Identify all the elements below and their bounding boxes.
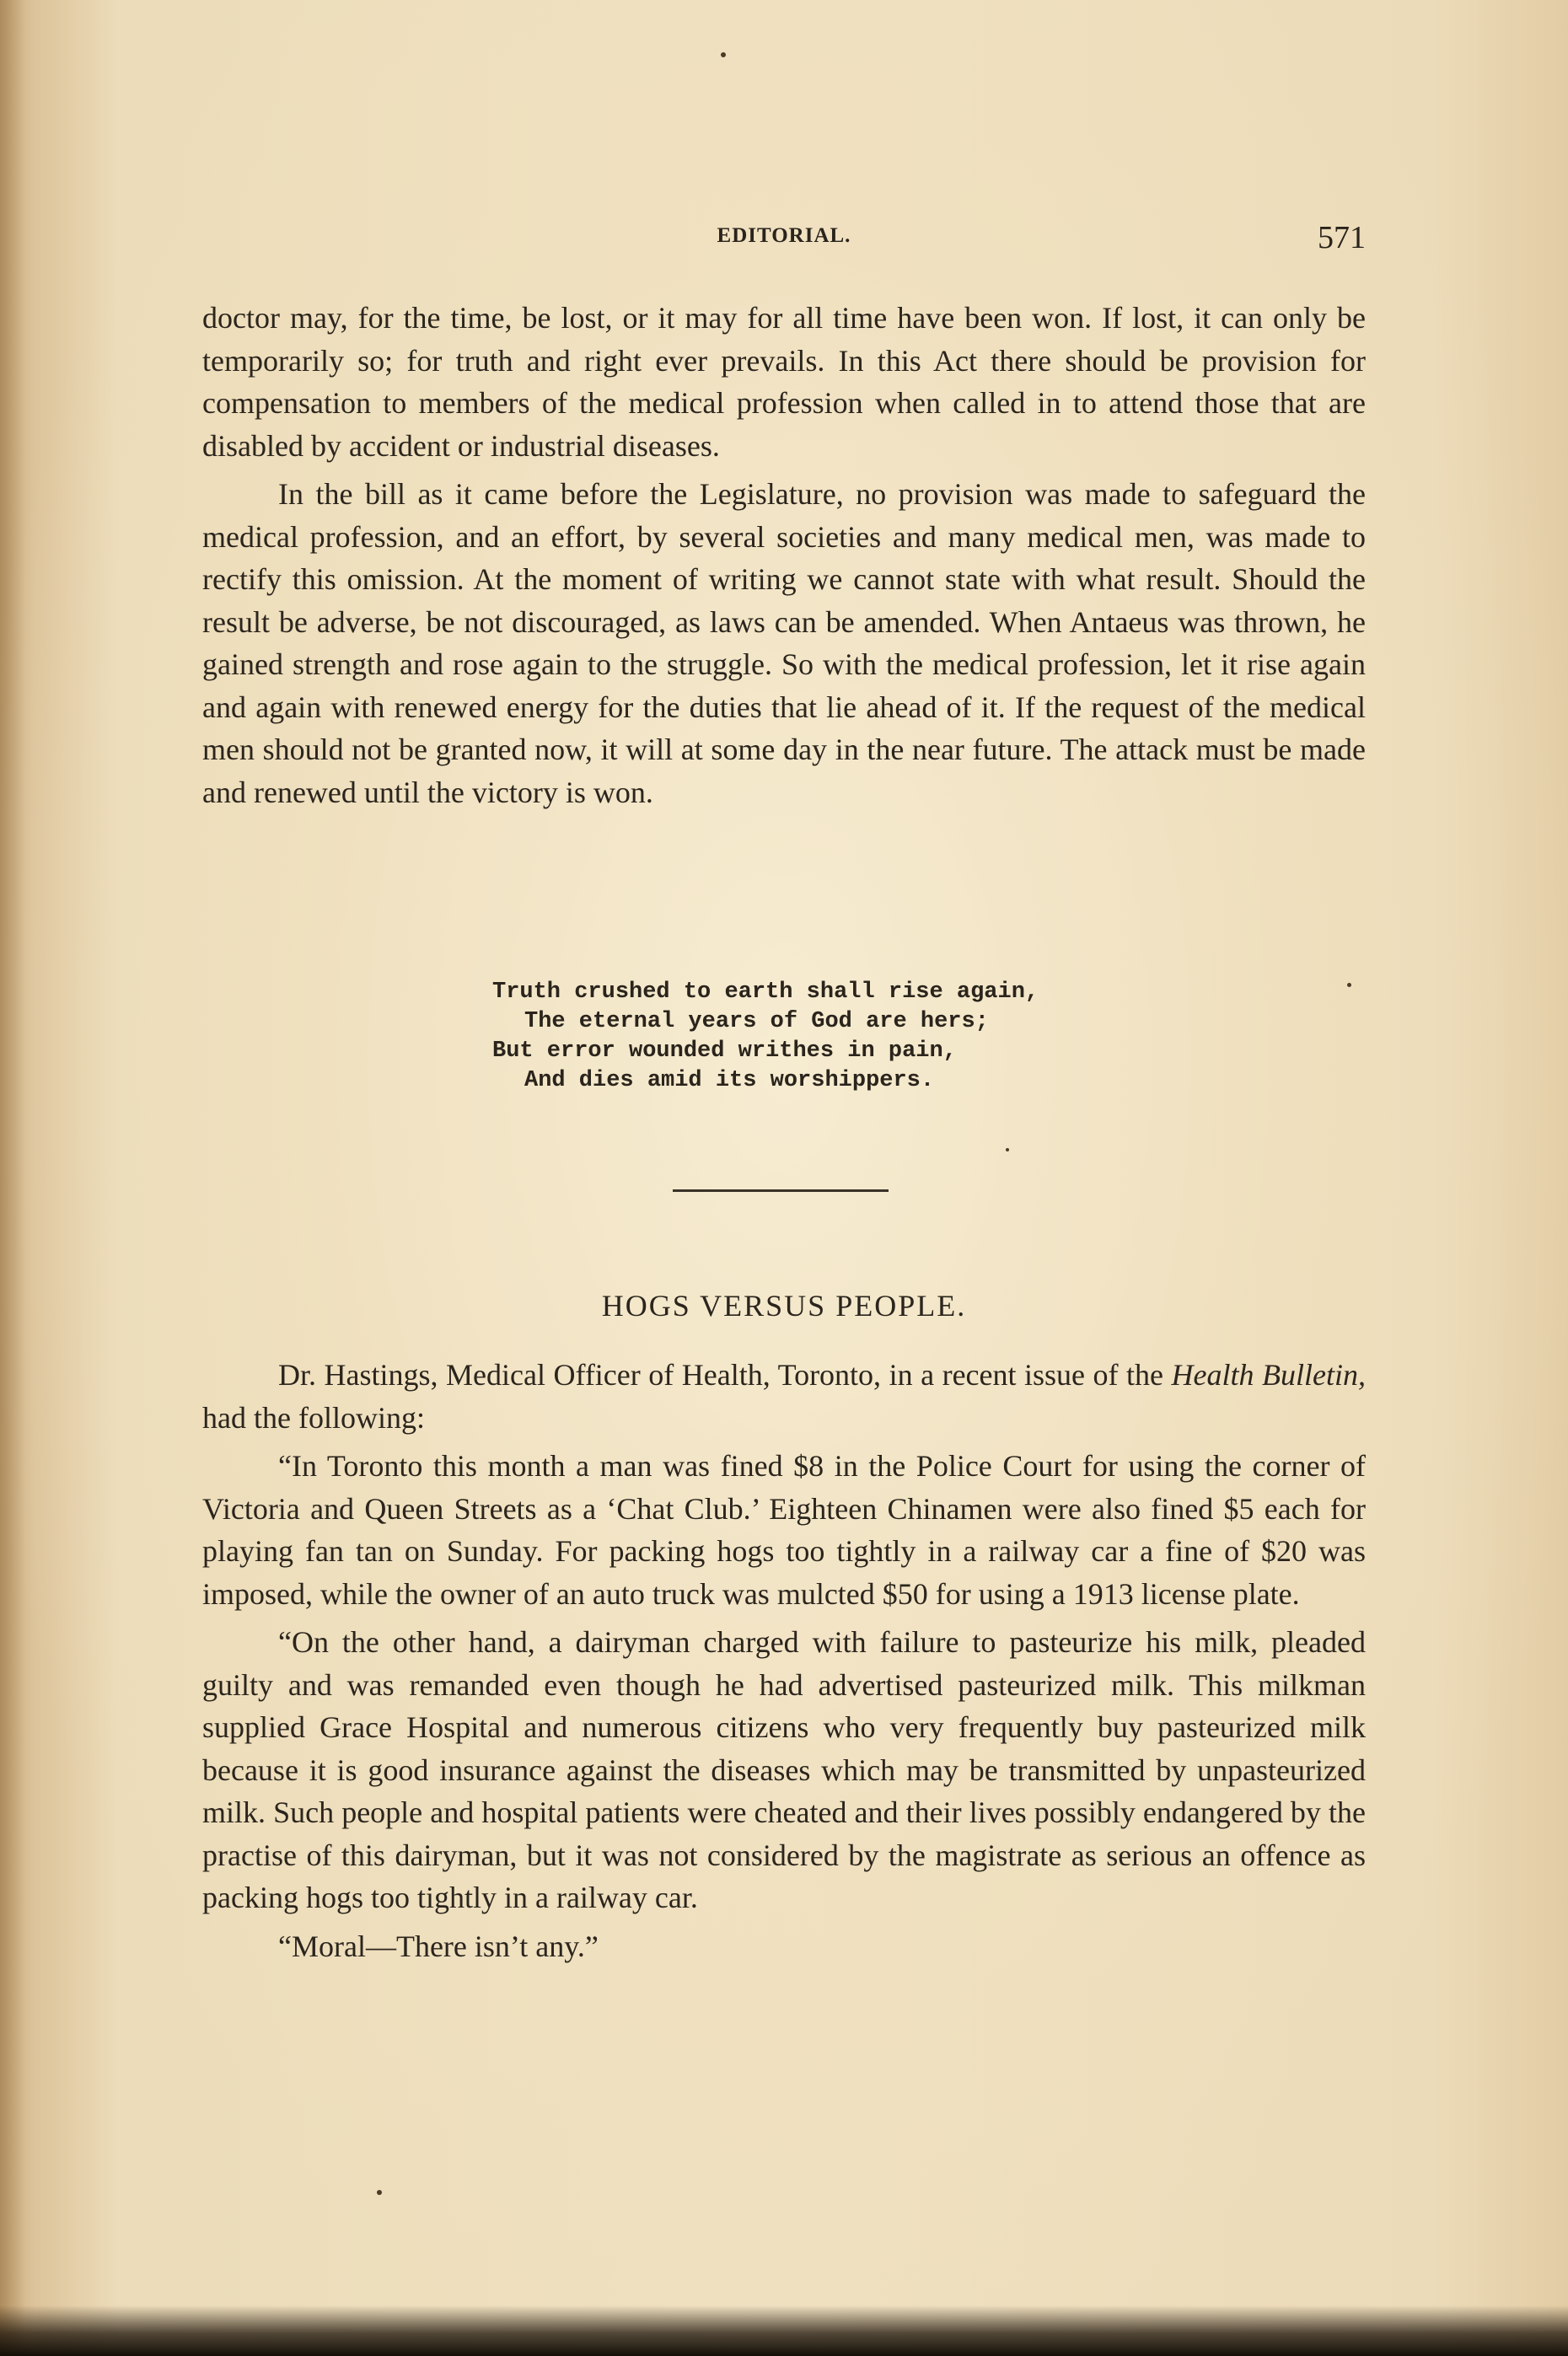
section-divider [673, 1189, 889, 1192]
article-body [202, 1354, 1366, 1973]
editorial-continuation [202, 297, 1366, 819]
poem-line: But error wounded writhes in pain, [492, 1038, 957, 1064]
paragraph: In the bill as it came before the Legislature, no provision was made to safeguard the medical profession, and an effort, by several societies and many medical men, was made to rectify this omission. At the moment of writing we cannot state with what result. Should the result be adverse, be not discouraged, as laws can be amended. When Antaeus was thrown, he gained strength and rose again to the struggle. So with the medical profession, let it rise again and again with renewed energy for the duties that lie ahead of it. If the request of the medical men should not be granted now, it will at some day in the near future. The attack must be made and renewed until the victory is won. [202, 477, 1366, 809]
publication-title: Health Bulletin, [1171, 1358, 1367, 1392]
poem-line: And dies amid its worshippers. [524, 1068, 935, 1093]
poem-line: Truth crushed to earth shall rise again, [492, 979, 1039, 1005]
page-edge-shadow [0, 2305, 1568, 2356]
paragraph: “On the other hand, a dairyman charged with failure to pasteurize his milk, pleaded guilty and was remanded even though he had advertised pasteurized milk. This milkman supplied Grace Hospital and numerous citizens who very frequently buy pasteurized milk because it is good insurance against the diseases which may be transmitted by unpasteurized milk. Such people and hospital patients were cheated and their lives possibly endangered by the practise of this dairyman, but it was not considered by the magistrate as serious an offence as packing hogs too tightly in a railway car. [202, 1625, 1366, 1914]
page-header [202, 220, 1366, 258]
intro-text: Dr. Hastings, Medical Officer of Health, Toronto, in a recent issue of the [278, 1358, 1172, 1392]
running-head: EDITORIAL. [717, 224, 851, 247]
paragraph: doctor may, for the time, be lost, or it may for all time have been won. If lost, it can only be temporarily so; for truth and right ever prevails. In this Act there should be provision for compensation to members of the medical profession when called in to attend those that are disabled by accident or industrial diseases. [202, 301, 1366, 463]
paper-speck [721, 52, 726, 57]
paper-speck [1347, 983, 1351, 987]
page-number: 571 [1318, 220, 1366, 255]
poem-line: The eternal years of God are hers; [524, 1009, 989, 1034]
paragraph: “In Toronto this month a man was fined $8 in the Police Court for using the corner of Victoria and Queen Streets as a ‘Chat Club.’ Eighteen Chinamen were also fined $5 each for playing fan tan on Sunday. For packing hogs too tightly in a railway car a fine of $20 was imposed, while the owner of an auto truck was mulcted $50 for using a 1913 license plate. [202, 1449, 1366, 1611]
paper-speck [377, 2190, 382, 2195]
poem-quotation [492, 978, 1039, 1096]
paper-speck [1006, 1148, 1009, 1151]
article-title: HOGS VERSUS PEOPLE. [601, 1289, 967, 1323]
paragraph [202, 1354, 1366, 1439]
intro-text: had the following: [202, 1400, 425, 1435]
paragraph: “Moral—There isn’t any.” [278, 1929, 599, 1963]
binding-shadow [0, 0, 25, 2356]
